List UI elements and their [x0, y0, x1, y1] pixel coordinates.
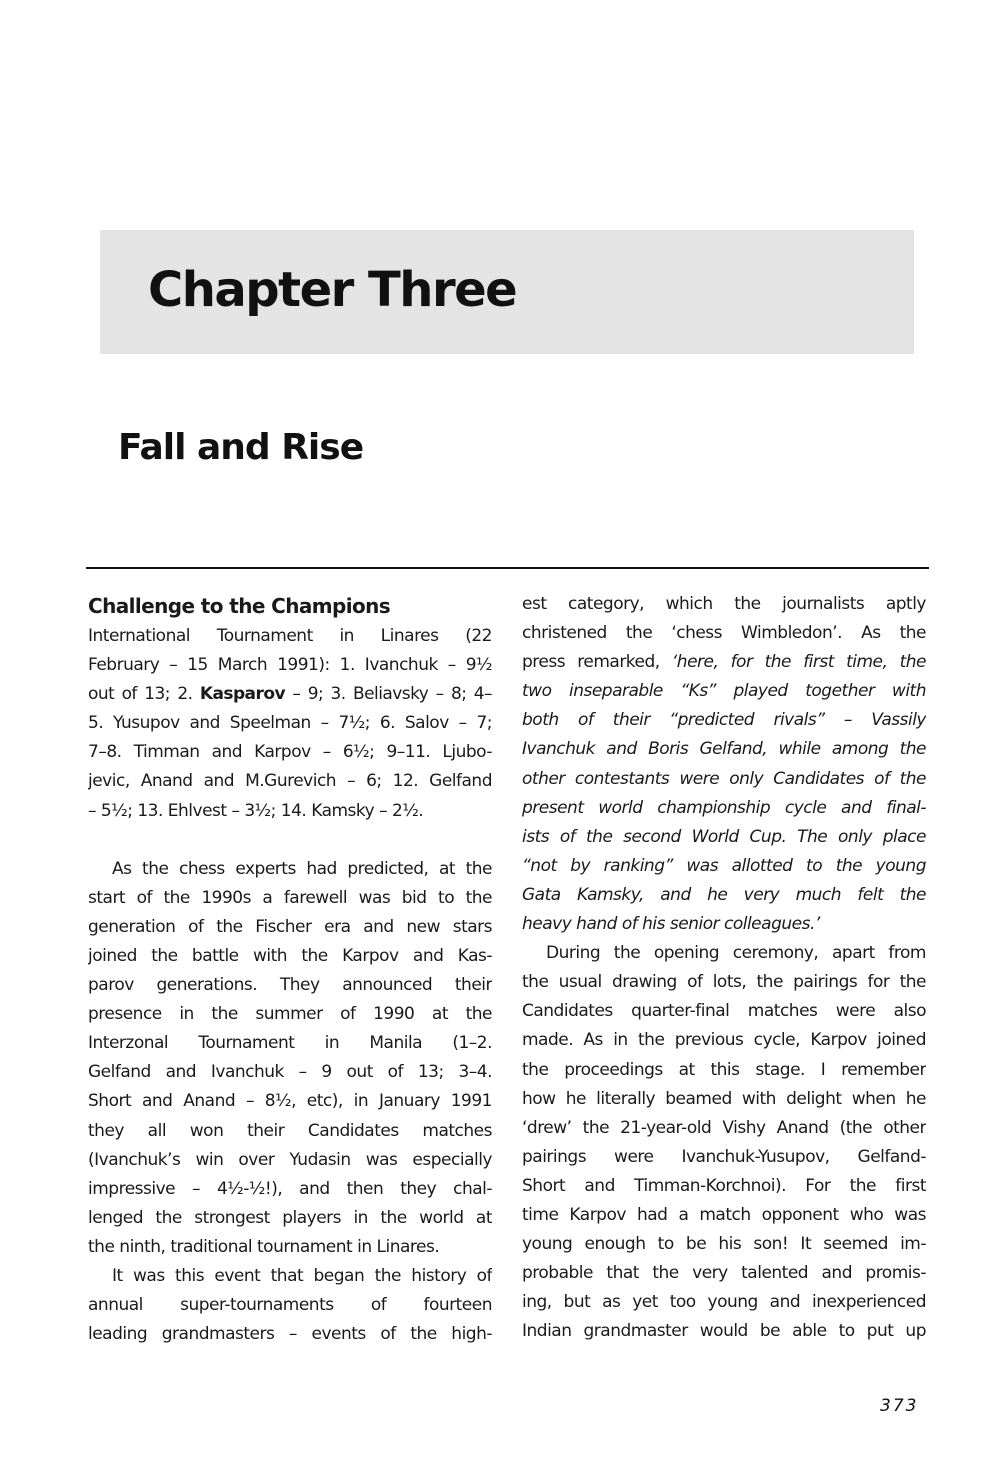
- text-line: Short and Anand – 8½, etc), in January 1991: [88, 1091, 492, 1112]
- text-line: pairings were Ivanchuk-Yusupov, Gelfand-: [522, 1146, 926, 1167]
- text-line: they all won their Candidates matches: [88, 1120, 492, 1141]
- result-line: 7–8. Timman and Karpov – 6½; 9–11. Ljubo-: [88, 742, 492, 763]
- body-paragraph: [88, 855, 492, 1262]
- result-line: International Tournament in Linares (22: [88, 626, 492, 646]
- tournament-results: [88, 622, 492, 826]
- body-paragraph: [522, 939, 926, 1346]
- quoted-text-line: both of their “predicted rivals” – Vassily: [522, 710, 926, 731]
- quoted-text-line: present world championship cycle and final-: [522, 797, 926, 818]
- text-line: annual super-tournaments of fourteen: [88, 1295, 492, 1316]
- text-line: the usual drawing of lots, the pairings for the: [522, 972, 926, 993]
- text-line: young enough to be his son! It seemed im-: [522, 1234, 926, 1255]
- quoted-text-line: heavy hand of his senior colleagues.’: [522, 914, 820, 935]
- text-line: christened the ‘chess Wimbledon’. As the: [522, 623, 926, 644]
- left-column: [88, 590, 492, 1349]
- text-line: leading grandmasters – events of the high-: [88, 1324, 492, 1345]
- text-line: (Ivanchuk’s win over Yudasin was especially: [88, 1149, 492, 1170]
- text-line: probable that the very talented and promis-: [522, 1263, 926, 1284]
- chapter-title-band: [100, 230, 914, 354]
- result-line: out of 13; 2. Kasparov – 9; 3. Beliavsky – 8; 4–: [88, 684, 492, 705]
- text-line: Gelfand and Ivanchuk – 9 out of 13; 3–4.: [88, 1062, 492, 1083]
- text-line: press remarked, ‘here, for the first time, the: [522, 652, 926, 673]
- text-line: lenged the strongest players in the world at: [88, 1207, 492, 1228]
- horizontal-rule: [86, 567, 929, 569]
- text-line: the ninth, traditional tournament in Linares.: [88, 1236, 440, 1257]
- body-paragraph: [522, 590, 926, 939]
- text-line: ing, but as yet too young and inexperienced: [522, 1292, 926, 1313]
- text-line: Indian grandmaster would be able to put up: [522, 1321, 926, 1342]
- quoted-text-line: Ivanchuk and Boris Gelfand, while among the: [522, 739, 926, 760]
- text-line: time Karpov had a match opponent who was: [522, 1204, 926, 1225]
- text-line: start of the 1990s a farewell was bid to the: [88, 887, 492, 908]
- text-line: Interzonal Tournament in Manila (1–2.: [88, 1033, 492, 1054]
- text-line: Candidates quarter-final matches were also: [522, 1001, 926, 1022]
- text-line: the proceedings at this stage. I remember: [522, 1059, 926, 1080]
- text-line: During the opening ceremony, apart from: [546, 943, 926, 964]
- result-line: February – 15 March 1991): 1. Ivanchuk – 9½: [88, 655, 492, 676]
- result-line: jevic, Anand and M.Gurevich – 6; 12. Gelfand: [88, 771, 492, 792]
- text-line: parov generations. They announced their: [88, 975, 492, 996]
- text-line: generation of the Fischer era and new stars: [88, 916, 492, 937]
- quoted-text-line: other contestants were only Candidates of the: [522, 768, 926, 789]
- text-line: ‘drew’ the 21-year-old Vishy Anand (the other: [522, 1117, 926, 1138]
- result-line: – 5½; 13. Ehlvest – 3½; 14. Kamsky – 2½.: [88, 800, 424, 821]
- sub-heading: Challenge to the Champions: [88, 594, 391, 618]
- section-title: Fall and Rise: [118, 427, 364, 468]
- result-line: 5. Yusupov and Speelman – 7½; 6. Salov – 7;: [88, 713, 492, 734]
- text-line: It was this event that began the history of: [112, 1265, 492, 1286]
- text-line: how he literally beamed with delight when he: [522, 1088, 926, 1109]
- quoted-text-line: Gata Kamsky, and he very much felt the: [522, 884, 926, 905]
- quoted-text-line: ists of the second World Cup. The only place: [522, 826, 926, 847]
- text-line: Short and Timman-Korchnoi). For the first: [522, 1175, 926, 1196]
- text-line: joined the battle with the Karpov and Kas-: [88, 945, 492, 966]
- quoted-text: ‘here, for the first time, the: [671, 652, 926, 673]
- body-paragraph: [88, 1262, 492, 1349]
- page-number: 373: [880, 1396, 919, 1416]
- text-line: As the chess experts had predicted, at the: [112, 858, 492, 879]
- quoted-text-line: “not by ranking” was allotted to the young: [522, 855, 926, 876]
- text-line: est category, which the journalists aptly: [522, 594, 926, 614]
- text-line: made. As in the previous cycle, Karpov joined: [522, 1030, 926, 1051]
- quoted-text-line: two inseparable “Ks” played together with: [522, 681, 926, 702]
- highlighted-player: Kasparov: [199, 684, 285, 705]
- chapter-title: Chapter Three: [148, 262, 517, 318]
- right-column: [522, 590, 926, 1346]
- text-line: impressive – 4½-½!), and then they chal-: [88, 1178, 492, 1199]
- text-line: presence in the summer of 1990 at the: [88, 1004, 492, 1025]
